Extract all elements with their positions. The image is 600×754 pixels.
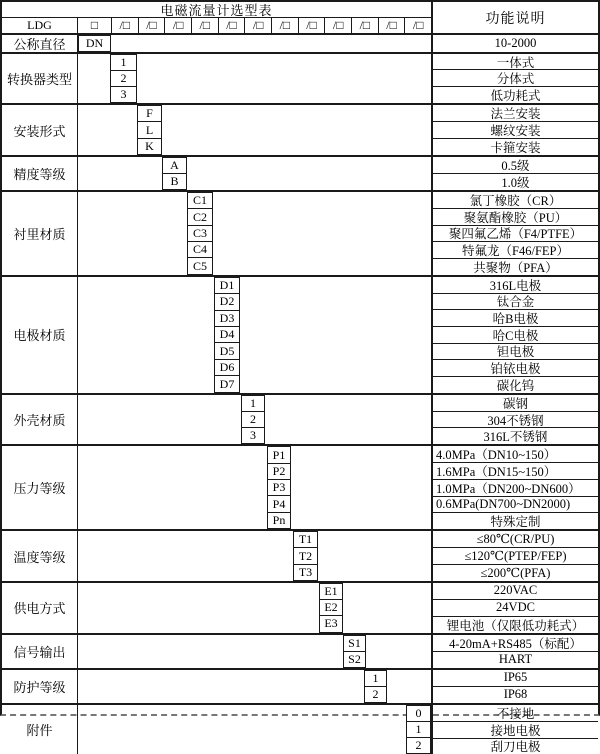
- description-cell: 316L不锈钢: [433, 427, 598, 444]
- model-code-row: [2, 18, 431, 33]
- code-column: [110, 54, 137, 104]
- spacer-cell: [78, 446, 267, 529]
- description-cell: 聚氨酯橡胶（PU）: [433, 208, 598, 225]
- description-column: [431, 670, 598, 703]
- description-cell: 10-2000: [494, 35, 537, 50]
- code-cell: S1: [343, 635, 366, 652]
- model-slot-cell: /□: [298, 18, 325, 33]
- model-slot-cell: /□: [351, 18, 378, 33]
- description-cell: 220VAC: [493, 583, 538, 598]
- spacer-cell: [78, 635, 343, 668]
- header-left: [2, 2, 431, 33]
- page-title: 电磁流量计选型表: [2, 2, 431, 18]
- code-cell: D1: [214, 277, 240, 294]
- section-11: [2, 633, 598, 668]
- description-cell: 0.6MPa(DN700~DN2000): [433, 496, 598, 513]
- section-5: [2, 190, 598, 275]
- description-cell: 特氟龙（F46/FEP）: [433, 241, 598, 258]
- description-cell: 不接地: [496, 706, 535, 721]
- section-3: [2, 103, 598, 155]
- spacer-cell: [78, 157, 162, 190]
- description-cell: 0.5级: [501, 158, 530, 173]
- spacer-cell: [78, 105, 137, 155]
- description-cell: IP65: [503, 670, 528, 685]
- spacer-cell: [162, 105, 431, 155]
- code-column: [162, 157, 187, 190]
- description-column: [431, 54, 598, 104]
- category-cell: 温度等级: [2, 531, 78, 581]
- category-cell: 转换器类型: [2, 54, 78, 104]
- model-prefix-cell: LDG: [2, 18, 78, 33]
- category-cell: 供电方式: [2, 583, 78, 633]
- model-slot-cell: /□: [191, 18, 218, 33]
- description-cell: 304不锈钢: [433, 411, 598, 428]
- spacer-cell: [78, 192, 187, 275]
- code-cell: A: [162, 157, 187, 174]
- code-cell: B: [162, 173, 187, 190]
- spacer-cell: [78, 54, 110, 104]
- spacer-cell: [78, 395, 241, 445]
- spacer-cell: [78, 277, 214, 393]
- description-cell: ≤80℃(CR/PU): [476, 532, 555, 547]
- section-list: [2, 35, 598, 754]
- spacer-cell: [78, 705, 406, 754]
- section-9: [2, 529, 598, 581]
- description-cell: 1.6MPa（DN15~150）: [433, 462, 598, 479]
- description-cell: 钽电极: [433, 343, 598, 360]
- section-2: [2, 52, 598, 104]
- code-cell: C2: [187, 208, 213, 225]
- description-cell: 1.0级: [433, 173, 598, 190]
- spacer-cell: [291, 446, 431, 529]
- category-cell: 衬里材质: [2, 192, 78, 275]
- description-column: [431, 583, 598, 633]
- code-column: [214, 277, 240, 393]
- code-cell: C1: [187, 192, 213, 209]
- spacer-cell: [366, 635, 431, 668]
- spacer-cell: [343, 583, 431, 633]
- function-description-header: 功能说明: [431, 2, 598, 33]
- code-cell: D4: [214, 326, 240, 343]
- code-column: [364, 670, 387, 703]
- description-cell: 分体式: [433, 69, 598, 86]
- code-cell: S2: [343, 651, 366, 668]
- code-cell: E3: [319, 615, 343, 632]
- code-cell: K: [137, 138, 162, 155]
- spacer-cell: [240, 277, 431, 393]
- description-column: [431, 192, 598, 275]
- code-column: [187, 192, 213, 275]
- section-7: [2, 393, 598, 445]
- category-cell: 外壳材质: [2, 395, 78, 445]
- model-slot-cell: /□: [378, 18, 405, 33]
- code-column: [78, 35, 111, 52]
- model-slot-cell: /□: [218, 18, 245, 33]
- code-cell: Pn: [267, 512, 291, 529]
- section-6: [2, 275, 598, 393]
- section-4: [2, 155, 598, 190]
- category-cell: 信号输出: [2, 635, 78, 668]
- description-cell: 卡箍安装: [433, 138, 598, 155]
- code-cell: D3: [214, 310, 240, 327]
- description-column: [431, 705, 598, 754]
- code-column: [137, 105, 162, 155]
- section-8: [2, 444, 598, 529]
- spacer-cell: [265, 395, 431, 445]
- description-cell: 共聚物（PFA）: [433, 258, 598, 275]
- spacer-cell: [213, 192, 431, 275]
- code-cell: 0: [406, 705, 431, 722]
- description-cell: 低功耗式: [433, 86, 598, 103]
- spacer-cell: [78, 583, 319, 633]
- description-column: [431, 35, 598, 52]
- description-cell: 碳钢: [502, 396, 528, 411]
- description-cell: ≤200℃(PFA): [433, 564, 598, 581]
- code-cell: P2: [267, 463, 291, 480]
- category-cell: 防护等级: [2, 670, 78, 703]
- category-cell: 公称直径: [2, 35, 78, 52]
- description-cell: 螺纹安装: [433, 121, 598, 138]
- code-column: [267, 446, 291, 529]
- description-column: [431, 531, 598, 581]
- description-cell: 接地电极: [433, 721, 598, 738]
- description-cell: IP68: [433, 686, 598, 703]
- description-cell: HART: [433, 651, 598, 668]
- code-cell: F: [137, 105, 162, 122]
- code-cell: D5: [214, 342, 240, 359]
- description-cell: 一体式: [496, 55, 535, 70]
- description-cell: 铂铱电极: [433, 359, 598, 376]
- code-cell: 1: [364, 670, 387, 687]
- category-cell: 电极材质: [2, 277, 78, 393]
- code-cell: D6: [214, 359, 240, 376]
- description-cell: 1.0MPa（DN200~DN600）: [433, 479, 598, 496]
- description-cell: 4-20mA+RS485（标配）: [449, 636, 582, 651]
- model-slot-cell: /□: [324, 18, 351, 33]
- category-cell: 精度等级: [2, 157, 78, 190]
- description-column: [431, 277, 598, 393]
- code-cell: P4: [267, 495, 291, 512]
- code-cell: P1: [267, 446, 291, 463]
- code-column: [241, 395, 265, 445]
- code-cell: 3: [241, 427, 265, 444]
- code-cell: C4: [187, 241, 213, 258]
- model-slot-cell: /□: [271, 18, 298, 33]
- spacer-cell: [111, 35, 431, 52]
- dn-placeholder-cell: □: [90, 18, 99, 32]
- spacer-cell: [137, 54, 431, 104]
- description-cell: 法兰安装: [490, 107, 541, 122]
- code-cell: D2: [214, 293, 240, 310]
- description-cell: 24VDC: [433, 599, 598, 616]
- description-column: [431, 157, 598, 190]
- description-cell: 哈C电极: [433, 326, 598, 343]
- section-13: [2, 703, 598, 754]
- description-column: [431, 635, 598, 668]
- section-10: [2, 581, 598, 633]
- code-cell: C3: [187, 225, 213, 242]
- code-cell: 1: [406, 721, 431, 738]
- code-cell: 2: [406, 737, 431, 754]
- code-cell: D7: [214, 375, 240, 392]
- code-column: [406, 705, 431, 754]
- description-cell: 4.0MPa（DN10~150）: [436, 448, 557, 463]
- code-cell: 2: [110, 70, 137, 87]
- code-column: [319, 583, 343, 633]
- category-cell: 压力等级: [2, 446, 78, 529]
- description-cell: 特殊定制: [433, 512, 598, 529]
- description-cell: 锂电池（仅限低功耗式）: [433, 616, 598, 633]
- section-1: [2, 35, 598, 52]
- description-cell: 刮刀电极: [433, 738, 598, 754]
- code-column: [343, 635, 366, 668]
- code-cell: T3: [293, 564, 318, 581]
- description-column: [431, 446, 598, 529]
- spacer-cell: [318, 531, 431, 581]
- spacer-cell: [387, 670, 431, 703]
- code-cell: T1: [293, 531, 318, 548]
- description-cell: 聚四氟乙烯（F4/PTFE）: [433, 225, 598, 242]
- code-cell: 1: [241, 395, 265, 412]
- section-12: [2, 668, 598, 703]
- category-cell: 安装形式: [2, 105, 78, 155]
- spacer-cell: [78, 531, 293, 581]
- code-cell: DN: [78, 35, 111, 52]
- description-cell: ≤120℃(PTEP/FEP): [433, 547, 598, 564]
- model-slot-cell: /□: [244, 18, 271, 33]
- description-column: [431, 105, 598, 155]
- spacer-cell: [78, 670, 364, 703]
- code-cell: 3: [110, 86, 137, 103]
- description-cell: 316L电极: [489, 278, 542, 293]
- model-slot-cell: /□: [164, 18, 191, 33]
- description-cell: 碳化钨: [433, 376, 598, 393]
- code-cell: 2: [241, 411, 265, 428]
- model-slot-cell: /□: [138, 18, 165, 33]
- description-cell: 钛合金: [433, 293, 598, 310]
- description-column: [431, 395, 598, 445]
- description-cell: 哈B电极: [433, 309, 598, 326]
- code-cell: L: [137, 121, 162, 138]
- code-cell: 1: [110, 54, 137, 71]
- code-cell: 2: [364, 686, 387, 703]
- description-cell: 氯丁橡胶（CR）: [469, 193, 562, 208]
- table-header: [2, 2, 598, 35]
- code-cell: E2: [319, 599, 343, 616]
- code-cell: P3: [267, 479, 291, 496]
- spacer-cell: [187, 157, 431, 190]
- code-column: [293, 531, 318, 581]
- code-cell: C5: [187, 257, 213, 274]
- model-slot-cell: /□: [111, 18, 138, 33]
- code-cell: T2: [293, 547, 318, 564]
- category-cell: 附件: [2, 705, 78, 754]
- code-cell: E1: [319, 583, 343, 600]
- model-slot-cell: /□: [404, 18, 431, 33]
